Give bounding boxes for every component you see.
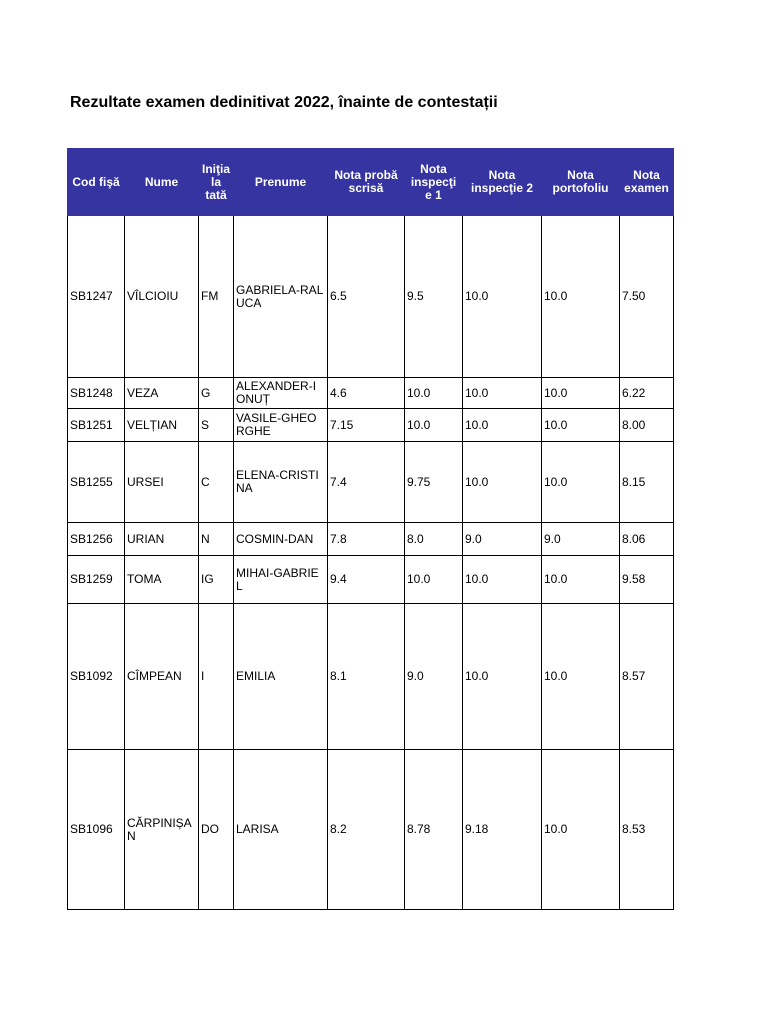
header-initiala-tata: Iniţia la tată <box>199 149 234 216</box>
cell-initiala-tata: FM <box>199 216 234 378</box>
cell-prenume: EMILIA <box>234 604 328 750</box>
cell-cod-fisa: SB1259 <box>68 556 125 604</box>
header-nota-inspectie-2: Nota inspecţie 2 <box>463 149 542 216</box>
cell-initiala-tata: G <box>199 378 234 409</box>
cell-nota-proba-scrisa: 6.5 <box>328 216 405 378</box>
cell-nota-inspectie-1: 10.0 <box>405 409 463 442</box>
header-cod-fisa: Cod fişă <box>68 149 125 216</box>
cell-nota-proba-scrisa: 7.8 <box>328 523 405 556</box>
cell-nota-inspectie-2: 10.0 <box>463 442 542 523</box>
cell-nume: VÎLCIOIU <box>125 216 199 378</box>
table-row <box>68 556 674 604</box>
cell-nota-proba-scrisa: 7.15 <box>328 409 405 442</box>
cell-nota-proba-scrisa: 8.1 <box>328 604 405 750</box>
cell-nota-portofoliu: 10.0 <box>542 378 620 409</box>
cell-nota-inspectie-2: 10.0 <box>463 556 542 604</box>
cell-initiala-tata: N <box>199 523 234 556</box>
cell-nota-examen: 8.06 <box>620 523 674 556</box>
table-row <box>68 523 674 556</box>
cell-initiala-tata: S <box>199 409 234 442</box>
cell-nota-examen: 8.00 <box>620 409 674 442</box>
table-row <box>68 604 674 750</box>
cell-nota-examen: 8.15 <box>620 442 674 523</box>
cell-nota-portofoliu: 10.0 <box>542 442 620 523</box>
cell-nota-portofoliu: 10.0 <box>542 750 620 910</box>
table-row <box>68 442 674 523</box>
cell-nume: VELȚIAN <box>125 409 199 442</box>
cell-nota-examen: 6.22 <box>620 378 674 409</box>
cell-nota-inspectie-1: 8.78 <box>405 750 463 910</box>
cell-nota-inspectie-2: 9.18 <box>463 750 542 910</box>
table-row <box>68 216 674 378</box>
cell-nota-proba-scrisa: 8.2 <box>328 750 405 910</box>
cell-nota-portofoliu: 9.0 <box>542 523 620 556</box>
cell-nota-portofoliu: 10.0 <box>542 556 620 604</box>
header-prenume: Prenume <box>234 149 328 216</box>
header-nume: Nume <box>125 149 199 216</box>
cell-nota-inspectie-1: 8.0 <box>405 523 463 556</box>
cell-nota-inspectie-2: 10.0 <box>463 216 542 378</box>
cell-nota-inspectie-2: 10.0 <box>463 409 542 442</box>
document-title: Rezultate examen dedinitivat 2022, înainte de contestații <box>70 94 498 111</box>
cell-prenume: LARISA <box>234 750 328 910</box>
cell-cod-fisa: SB1256 <box>68 523 125 556</box>
cell-initiala-tata: I <box>199 604 234 750</box>
cell-nota-inspectie-2: 10.0 <box>463 604 542 750</box>
table-row <box>68 378 674 409</box>
cell-nota-inspectie-2: 9.0 <box>463 523 542 556</box>
cell-nota-inspectie-1: 9.75 <box>405 442 463 523</box>
cell-nota-portofoliu: 10.0 <box>542 216 620 378</box>
cell-nota-inspectie-1: 9.5 <box>405 216 463 378</box>
cell-nota-portofoliu: 10.0 <box>542 604 620 750</box>
cell-nota-inspectie-1: 9.0 <box>405 604 463 750</box>
cell-prenume: COSMIN-DAN <box>234 523 328 556</box>
cell-nume: CÎMPEAN <box>125 604 199 750</box>
header-nota-proba-scrisa: Nota probă scrisă <box>328 149 405 216</box>
cell-prenume: VASILE-GHEORGHE <box>234 409 328 442</box>
cell-nota-inspectie-1: 10.0 <box>405 378 463 409</box>
cell-cod-fisa: SB1092 <box>68 604 125 750</box>
cell-initiala-tata: C <box>199 442 234 523</box>
cell-prenume: MIHAI-GABRIEL <box>234 556 328 604</box>
cell-cod-fisa: SB1251 <box>68 409 125 442</box>
cell-nota-examen: 9.58 <box>620 556 674 604</box>
cell-cod-fisa: SB1248 <box>68 378 125 409</box>
table-row <box>68 750 674 910</box>
cell-nota-examen: 7.50 <box>620 216 674 378</box>
results-table <box>67 148 674 910</box>
cell-nota-examen: 8.57 <box>620 604 674 750</box>
cell-initiala-tata: IG <box>199 556 234 604</box>
cell-cod-fisa: SB1096 <box>68 750 125 910</box>
cell-nota-proba-scrisa: 7.4 <box>328 442 405 523</box>
cell-initiala-tata: DO <box>199 750 234 910</box>
cell-prenume: ALEXANDER-IONUȚ <box>234 378 328 409</box>
cell-nota-examen: 8.53 <box>620 750 674 910</box>
table-row <box>68 409 674 442</box>
cell-nota-inspectie-2: 10.0 <box>463 378 542 409</box>
cell-cod-fisa: SB1255 <box>68 442 125 523</box>
cell-cod-fisa: SB1247 <box>68 216 125 378</box>
cell-nume: URIAN <box>125 523 199 556</box>
cell-nota-proba-scrisa: 9.4 <box>328 556 405 604</box>
cell-nume: CĂRPINIȘAN <box>125 750 199 910</box>
cell-prenume: ELENA-CRISTINA <box>234 442 328 523</box>
cell-nota-portofoliu: 10.0 <box>542 409 620 442</box>
cell-prenume: GABRIELA-RALUCA <box>234 216 328 378</box>
cell-nume: URSEI <box>125 442 199 523</box>
header-nota-inspectie-1: Nota inspecţi e 1 <box>405 149 463 216</box>
cell-nume: VEZA <box>125 378 199 409</box>
header-row <box>68 149 674 216</box>
cell-nota-inspectie-1: 10.0 <box>405 556 463 604</box>
cell-nota-proba-scrisa: 4.6 <box>328 378 405 409</box>
header-nota-portofoliu: Nota portofoliu <box>542 149 620 216</box>
header-nota-examen: Nota examen <box>620 149 674 216</box>
cell-nume: TOMA <box>125 556 199 604</box>
